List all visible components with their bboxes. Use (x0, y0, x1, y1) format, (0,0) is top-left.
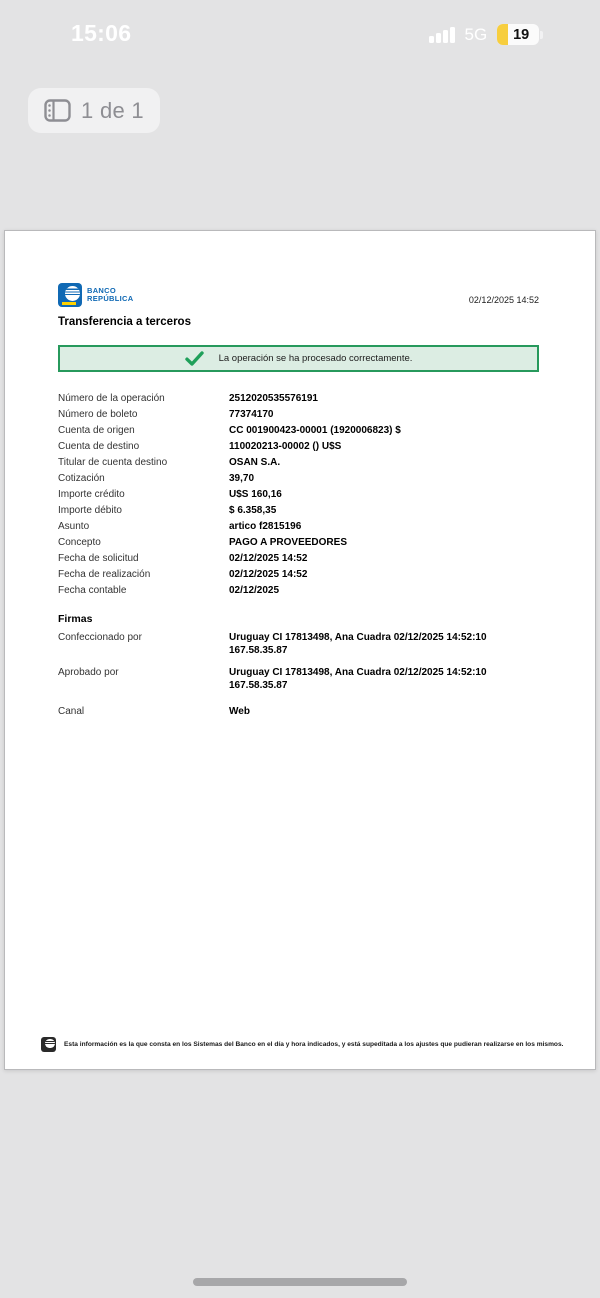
bank-logo (58, 283, 133, 307)
detail-value: CC 001900423-00001 (1920006823) $ (229, 425, 401, 436)
signature-value: Uruguay CI 17813498, Ana Cuadra 02/12/2025 14:52:10 167.58.35.87 (229, 667, 487, 691)
status-icons (429, 24, 539, 45)
detail-label: Fecha de realización (58, 569, 151, 580)
detail-label: Número de boleto (58, 409, 138, 420)
thumbnails-sidebar-icon (44, 99, 71, 122)
network-type-label: 5G (464, 24, 488, 44)
detail-label: Titular de cuenta destino (58, 457, 168, 468)
signature-value: Web (229, 706, 250, 717)
globe-icon (45, 1039, 55, 1049)
detail-row (58, 567, 539, 583)
status-bar (0, 0, 600, 56)
detail-row (58, 455, 539, 471)
detail-row (58, 535, 539, 551)
detail-value: OSAN S.A. (229, 457, 281, 468)
detail-row (58, 583, 539, 599)
transfer-details-list (58, 391, 539, 599)
battery-icon (497, 24, 539, 45)
detail-value: 39,70 (229, 473, 255, 484)
detail-value: 02/12/2025 (229, 585, 280, 596)
home-indicator[interactable] (193, 1278, 407, 1286)
detail-label: Fecha contable (58, 585, 127, 596)
detail-label: Concepto (58, 537, 101, 548)
detail-row (58, 423, 539, 439)
checkmark-icon (185, 351, 204, 366)
detail-row (58, 439, 539, 455)
detail-row (58, 551, 539, 567)
battery-cap (540, 31, 543, 39)
signature-value: Uruguay CI 17813498, Ana Cuadra 02/12/2025 14:52:10 167.58.35.87 (229, 632, 487, 656)
bank-name-line1: BANCO (87, 285, 116, 295)
document-footer (41, 1037, 564, 1052)
clock: 15:06 (71, 20, 132, 46)
detail-row (58, 471, 539, 487)
signature-row (58, 631, 539, 657)
detail-value: 77374170 (229, 409, 274, 420)
detail-value: 02/12/2025 14:52 (229, 553, 308, 564)
detail-row (58, 519, 539, 535)
globe-icon (65, 286, 80, 301)
signatures-list (58, 631, 539, 718)
success-message: La operación se ha procesado correctamente. (218, 353, 413, 364)
pdf-document-page (4, 230, 596, 1070)
detail-row (58, 487, 539, 503)
detail-row (58, 407, 539, 423)
detail-value: 02/12/2025 14:52 (229, 569, 308, 580)
detail-value: U$S 160,16 (229, 489, 282, 500)
logo-yellow-stripe (62, 302, 76, 305)
signature-label: Confeccionado por (58, 632, 142, 643)
detail-label: Cuenta de destino (58, 441, 140, 452)
detail-label: Número de la operación (58, 393, 165, 404)
detail-row (58, 503, 539, 519)
detail-value: 110020213-00002 () U$S (229, 441, 342, 452)
detail-label: Importe débito (58, 505, 122, 516)
detail-label: Asunto (58, 521, 90, 532)
detail-value: 2512020535576191 (229, 393, 318, 404)
bank-name-line2: REPÚBLICA (87, 294, 134, 303)
detail-value: artico f2815196 (229, 521, 302, 532)
signature-label: Aprobado por (58, 667, 119, 678)
success-banner (58, 345, 539, 372)
bank-logo-small-icon (41, 1037, 56, 1052)
battery-percent-label: 19 (513, 26, 530, 43)
footer-disclaimer: Esta información es la que consta en los Sistemas del Banco en el día y hora indicados, y está supeditada a los ajustes que pudieran realizarse en los mismos. (64, 1041, 564, 1048)
page-count-label: 1 de 1 (81, 97, 144, 123)
bank-logo-icon (58, 283, 82, 307)
document-header (58, 283, 539, 307)
detail-value: $ 6.358,35 (229, 505, 277, 516)
detail-value: PAGO A PROVEEDORES (229, 537, 347, 548)
signature-label: Canal (58, 706, 85, 717)
detail-label: Cotización (58, 473, 105, 484)
detail-label: Importe crédito (58, 489, 125, 500)
detail-label: Fecha de solicitud (58, 553, 139, 564)
page-indicator-pill[interactable] (28, 88, 160, 133)
signature-row (58, 705, 539, 718)
bank-wordmark (87, 287, 133, 304)
document-datetime: 02/12/2025 14:52 (468, 295, 539, 305)
detail-row (58, 391, 539, 407)
page-title: Transferencia a terceros (58, 316, 191, 328)
signatures-heading: Firmas (58, 613, 93, 625)
cellular-signal-icon (429, 27, 455, 43)
detail-label: Cuenta de origen (58, 425, 135, 436)
signature-row (58, 666, 539, 692)
